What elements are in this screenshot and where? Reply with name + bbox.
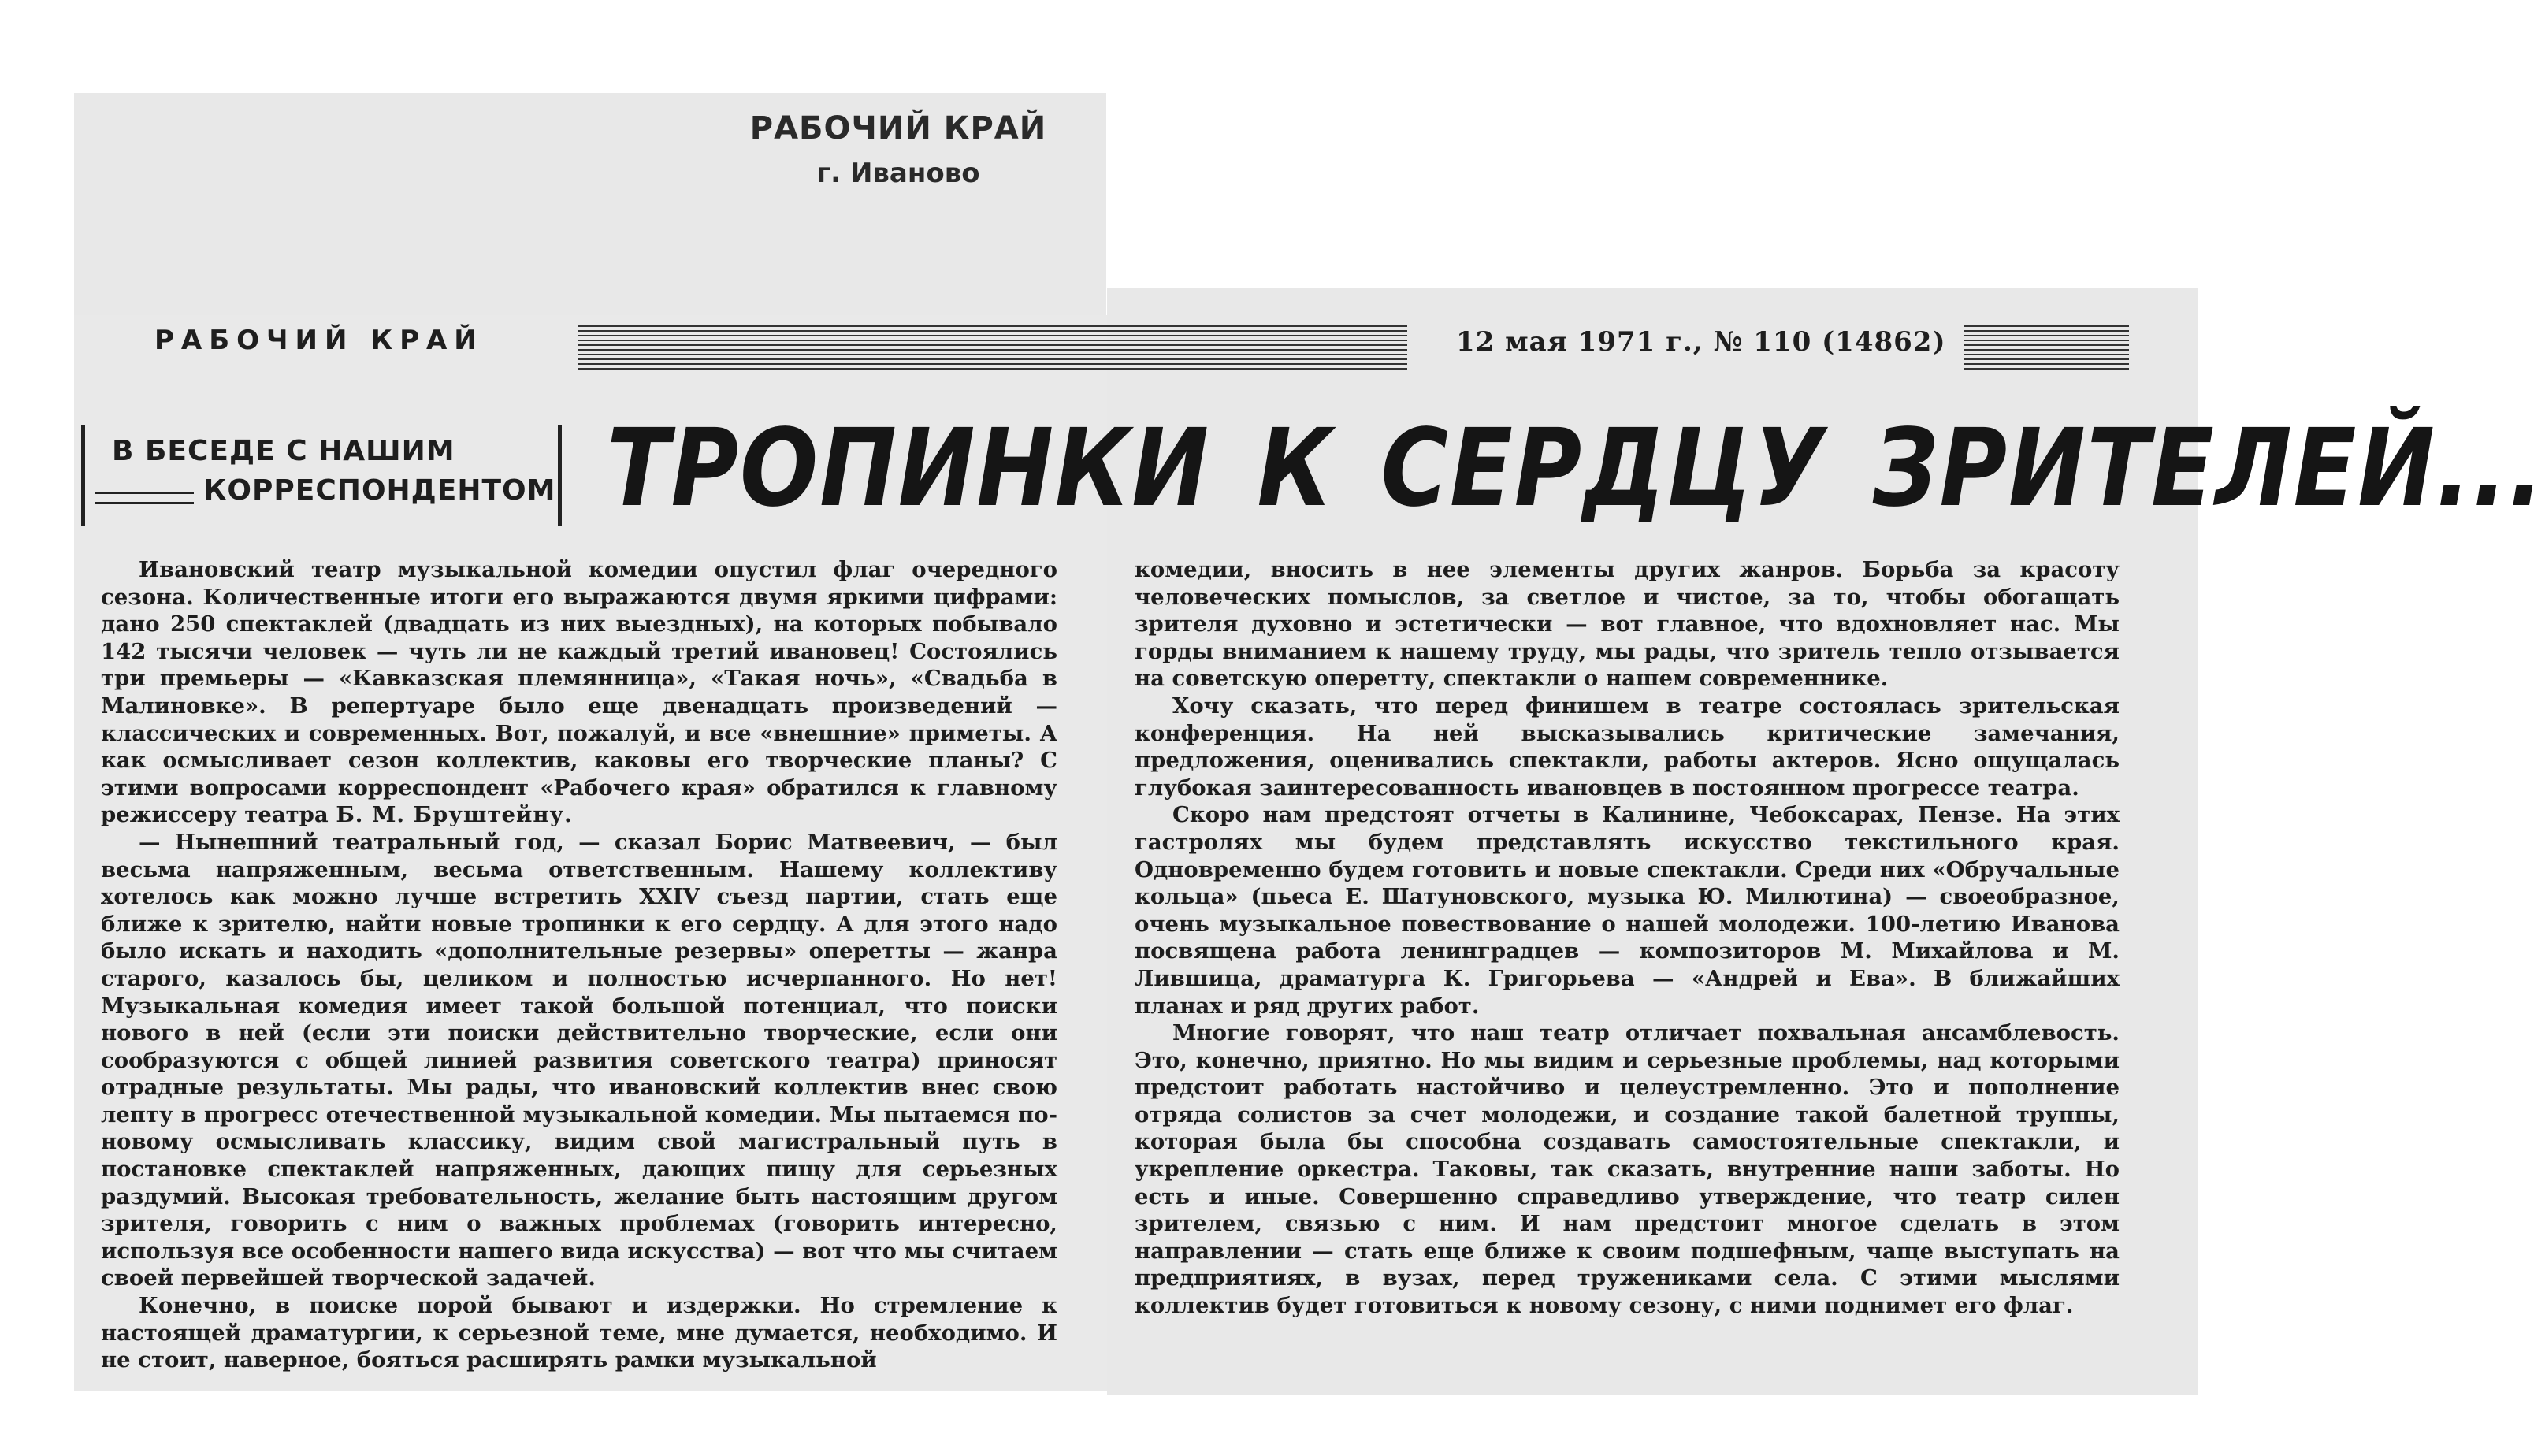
masthead-hatch-rule-right	[1964, 325, 2129, 371]
director-name: Б. М. Бруштейну.	[336, 802, 573, 828]
newspaper-stamp	[733, 110, 1064, 189]
rubric-rule	[95, 492, 194, 504]
article-paragraph: Многие говорят, что наш театр отличает похвальная ансамблевость. Это, конечно, приятно. Но мы видим и серьезные проблемы, над которыми предстоит работать настойчиво и целеустремленно. Это и пополнение отряда солистов за счет молодежи, и создание такой балетной труппы, которая была бы способна создавать самостоятельные спектакли, и укрепление оркестра. Таковы, так сказать, внутренние наши заботы. Но есть и иные. Совершенно справедливо утверждение, что театр силен зрителем, связью с ним. И нам предстоит многое сделать в этом направлении — стать еще ближе к своим подшефным, чаще выступать на предприятиях, в вузах, перед тружениками села. С этими мыслями коллектив будет готовиться к новому сезону, с ними поднимет его флаг.	[1135, 1020, 2120, 1319]
stamp-paper-name: РАБОЧИЙ КРАЙ	[749, 110, 1047, 147]
masthead-date-issue: 12 мая 1971 г., № 110 (14862)	[1456, 326, 1946, 358]
rubric-line-1: В БЕСЕДЕ С НАШИМ	[112, 435, 455, 467]
paragraph-text: Ивановский театр музыкальной комедии опустил флаг очередного сезона. Количественные итоги его выражаются двумя яркими цифрами: дано 250 спектаклей (двадцать из них выездных), на которых побывало 142 тысячи человек — чуть ли не каждый третий ивановец! Состоялись три премьеры — «Кавказская племянница», «Такая ночь», «Свадьба в Малиновке». В репертуаре было еще двенадцать произведений — классических и современных. Вот, пожалуй, и все «внешние» приметы. А как осмысливает сезон коллектив, каковы его творческие планы? С этими вопросами корреспондент «Рабочего края» обратился к главному режиссеру театра	[101, 557, 1057, 828]
article-paragraph: — Нынешний театральный год, — сказал Борис Матвеевич, — был весьма напряженным, весьма ответственным. Нашему коллективу хотелось как можно лучше встретить XXIV съезд партии, стать еще ближе к зрителю, найти новые тропинки к его сердцу. А для этого надо было искать и находить «дополнительные резервы» оперетты — жанра старого, казалось бы, целиком и полностью исчерпанного. Но нет! Музыкальная комедия имеет такой большой потенциал, что поиски нового в ней (если эти поиски действительно творческие, если они сообразуются с общей линией развития советского театра) приносят отрадные результаты. Мы рады, что ивановский коллектив внес свою лепту в прогресс отечественной музыкальной комедии. Мы пытаемся по-новому осмысливать классику, видим свой магистральный путь в постановке спектаклей напряженных, дающих пищу для серьезных раздумий. Высокая требовательность, желание быть настоящим другом зрителя, говорить с ним о важных проблемах (говорить интересно, используя все особенности нашего вида искусства) — вот что мы считаем своей первейшей творческой задачей.	[101, 829, 1057, 1291]
article-paragraph: Хочу сказать, что перед финишем в театре состоялась зрительская конференция. На ней высказывались критические замечания, предложения, оценивались спектакли, работы актеров. Ясно ощущалась глубокая заинтересованность ивановцев в постоянном прогрессе театра.	[1135, 693, 2120, 800]
article-paragraph: Скоро нам предстоят отчеты в Калинине, Чебоксарах, Пензе. На этих гастролях мы будем представлять искусство текстильного края. Одновременно будем готовить и новые спектакли. Среди них «Обручальные кольца» (пьеса Е. Шатуновского, музыка Ю. Милютина) — своеобразное, очень музыкальное повествование о нашей молодежи. 100-летию Иванова посвящена работа ленинградцев — композиторов М. Михайлова и М. Лившица, драматурга К. Григорьева — «Андрей и Ева». В ближайших планах и ряд других работ.	[1135, 802, 2120, 1019]
rubric-line-2: КОРРЕСПОНДЕНТОМ	[203, 474, 556, 507]
article-column-left	[101, 556, 1057, 1374]
article-paragraph: Конечно, в поиске порой бывают и издержки. Но стремление к настоящей драматургии, к серьезной теме, мне думается, необходимо. И не стоит, наверное, бояться расширять рамки музыкальной	[101, 1293, 1057, 1373]
rubric-box	[81, 425, 562, 526]
article-paragraph: комедии, вносить в нее элементы других жанров. Борьба за красоту человеческих помыслов, за светлое и чистое, за то, чтобы обогащать зрителя духовно и эстетически — вот главное, что вдохновляет нас. Мы горды вниманием к нашему труду, мы рады, что зритель тепло отзывается на советскую оперетту, спектакли о нашем современнике.	[1135, 557, 2120, 692]
article-column-right	[1135, 556, 2120, 1320]
stamp-city: г. Иваново	[816, 158, 980, 189]
masthead-hatch-rule	[578, 325, 1407, 371]
masthead-paper-name: РАБОЧИЙ КРАЙ	[154, 325, 484, 356]
article-headline: ТРОПИНКИ К СЕРДЦУ ЗРИТЕЛЕЙ...	[607, 407, 2545, 531]
article-paragraph	[101, 556, 1057, 829]
